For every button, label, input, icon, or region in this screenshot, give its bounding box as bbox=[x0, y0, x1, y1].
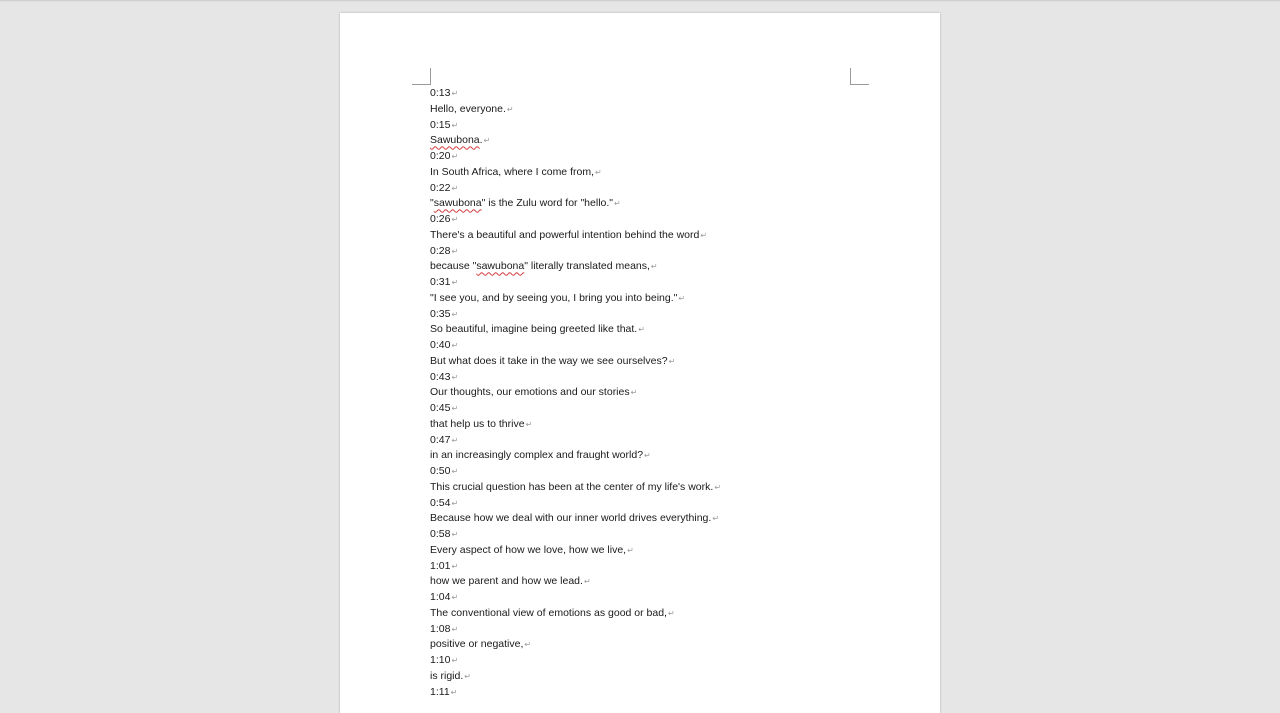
margin-corner-mark-right bbox=[850, 68, 869, 85]
text-line[interactable] bbox=[430, 212, 890, 228]
paragraph-mark-icon: ↵ bbox=[525, 419, 533, 429]
paragraph-mark-icon: ↵ bbox=[700, 230, 708, 240]
line-text: 0:47 bbox=[430, 433, 451, 446]
line-text: 1:11 bbox=[430, 685, 450, 698]
line-text: positive or negative, bbox=[430, 638, 524, 651]
line-text: 0:35 bbox=[430, 307, 451, 320]
spellcheck-flagged-word[interactable]: sawubona bbox=[433, 197, 482, 210]
paragraph-mark-icon: ↵ bbox=[451, 467, 459, 476]
line-text: 0:43 bbox=[430, 370, 451, 383]
text-line[interactable] bbox=[430, 622, 890, 638]
text-line[interactable] bbox=[430, 307, 890, 323]
line-text: But what does it take in the way we see ourselves? bbox=[430, 354, 668, 367]
text-line[interactable] bbox=[430, 496, 890, 512]
paragraph-mark-icon: ↵ bbox=[650, 262, 658, 272]
text-line[interactable] bbox=[430, 448, 890, 464]
document-page[interactable] bbox=[340, 13, 940, 713]
paragraph-mark-icon: ↵ bbox=[451, 656, 459, 665]
paragraph-mark-icon: ↵ bbox=[451, 278, 459, 287]
spellcheck-flagged-word[interactable]: sawubona bbox=[476, 260, 525, 273]
line-text: 0:15 bbox=[430, 118, 451, 131]
text-line[interactable] bbox=[430, 669, 890, 685]
paragraph-mark-icon: ↵ bbox=[451, 89, 459, 98]
text-line[interactable] bbox=[430, 574, 890, 590]
paragraph-mark-icon: ↵ bbox=[483, 136, 491, 146]
paragraph-mark-icon: ↵ bbox=[451, 246, 459, 256]
spellcheck-flagged-word[interactable]: Sawubona bbox=[430, 134, 480, 147]
line-text: 0:54 bbox=[430, 496, 451, 509]
text-line[interactable] bbox=[430, 385, 890, 401]
text-line[interactable] bbox=[430, 149, 890, 165]
text-line[interactable] bbox=[430, 590, 890, 606]
line-text: 0:28 bbox=[430, 244, 451, 257]
paragraph-mark-icon: ↵ bbox=[451, 309, 459, 319]
line-text: "I see you, and by seeing you, I bring you into being." bbox=[430, 291, 678, 304]
paragraph-mark-icon: ↵ bbox=[667, 608, 675, 618]
paragraph-mark-icon: ↵ bbox=[451, 120, 459, 130]
paragraph-mark-icon: ↵ bbox=[451, 372, 459, 382]
line-text: 0:26 bbox=[430, 213, 451, 225]
line-text: 1:04 bbox=[430, 591, 451, 603]
paragraph-mark-icon: ↵ bbox=[614, 199, 621, 209]
text-line[interactable] bbox=[430, 322, 890, 338]
text-line[interactable] bbox=[430, 228, 890, 244]
line-text: " bbox=[430, 197, 434, 210]
paragraph-mark-icon: ↵ bbox=[583, 577, 591, 587]
line-text: Hello, everyone. bbox=[430, 102, 506, 115]
text-line[interactable] bbox=[430, 527, 890, 543]
line-text: Because how we deal with our inner world drives everything. bbox=[430, 512, 712, 525]
paragraph-mark-icon: ↵ bbox=[451, 404, 459, 413]
paragraph-mark-icon: ↵ bbox=[464, 671, 471, 681]
text-line[interactable] bbox=[430, 653, 890, 669]
paragraph-mark-icon: ↵ bbox=[644, 451, 651, 461]
line-text: in an increasingly complex and fraught world? bbox=[430, 449, 644, 462]
line-text: Every aspect of how we love, how we live, bbox=[430, 543, 627, 556]
text-line[interactable] bbox=[430, 86, 890, 102]
line-text: 1:10 bbox=[430, 654, 451, 666]
text-line[interactable] bbox=[430, 181, 890, 197]
line-text-tail: " literally translated means, bbox=[524, 260, 650, 273]
paragraph-mark-icon: ↵ bbox=[630, 388, 638, 398]
margin-corner-mark-left bbox=[412, 68, 431, 85]
text-line[interactable] bbox=[430, 401, 890, 417]
text-line[interactable] bbox=[430, 244, 890, 260]
toolbar-shadow bbox=[0, 0, 1280, 2]
text-line[interactable] bbox=[430, 606, 890, 622]
paragraph-mark-icon: ↵ bbox=[451, 561, 459, 571]
text-line[interactable] bbox=[430, 259, 890, 275]
line-text: 1:01 bbox=[430, 559, 451, 572]
text-line[interactable] bbox=[430, 559, 890, 575]
paragraph-mark-icon: ↵ bbox=[668, 356, 676, 366]
text-line[interactable] bbox=[430, 543, 890, 559]
text-line[interactable] bbox=[430, 102, 890, 118]
text-line[interactable] bbox=[430, 637, 890, 653]
text-line[interactable] bbox=[430, 196, 890, 212]
paragraph-mark-icon: ↵ bbox=[627, 545, 634, 555]
paragraph-mark-icon: ↵ bbox=[451, 498, 459, 508]
paragraph-mark-icon: ↵ bbox=[678, 293, 686, 303]
text-line[interactable] bbox=[430, 338, 890, 354]
line-text: 0:40 bbox=[430, 339, 451, 351]
text-line[interactable] bbox=[430, 480, 890, 496]
text-line[interactable] bbox=[430, 354, 890, 370]
document-body[interactable] bbox=[430, 86, 890, 700]
paragraph-mark-icon: ↵ bbox=[506, 104, 514, 114]
text-line[interactable] bbox=[430, 685, 890, 701]
text-line[interactable] bbox=[430, 417, 890, 433]
paragraph-mark-icon: ↵ bbox=[712, 514, 720, 524]
line-text: Our thoughts, our emotions and our stories bbox=[430, 386, 630, 399]
line-text: 0:45 bbox=[430, 402, 451, 414]
paragraph-mark-icon: ↵ bbox=[451, 435, 459, 445]
text-line[interactable] bbox=[430, 511, 890, 527]
paragraph-mark-icon: ↵ bbox=[451, 341, 459, 350]
line-text: The conventional view of emotions as good or bad, bbox=[430, 606, 667, 619]
line-text: because " bbox=[430, 260, 477, 273]
line-text: that help us to thrive bbox=[430, 417, 525, 430]
paragraph-mark-icon: ↵ bbox=[451, 624, 459, 634]
paragraph-mark-icon: ↵ bbox=[451, 152, 459, 161]
line-text: 0:31 bbox=[430, 276, 451, 288]
paragraph-mark-icon: ↵ bbox=[450, 687, 458, 697]
line-text: There's a beautiful and powerful intention behind the word bbox=[430, 228, 700, 241]
paragraph-mark-icon: ↵ bbox=[595, 167, 602, 177]
line-text: is rigid. bbox=[430, 669, 464, 682]
text-line[interactable] bbox=[430, 370, 890, 386]
text-line[interactable] bbox=[430, 165, 890, 181]
text-line[interactable] bbox=[430, 464, 890, 480]
line-text: 0:58 bbox=[430, 528, 451, 540]
text-line[interactable] bbox=[430, 433, 890, 449]
paragraph-mark-icon: ↵ bbox=[451, 183, 459, 193]
line-text: 0:50 bbox=[430, 465, 451, 477]
paragraph-mark-icon: ↵ bbox=[451, 593, 459, 602]
text-line[interactable] bbox=[430, 275, 890, 291]
text-line[interactable] bbox=[430, 118, 890, 134]
line-text: 1:08 bbox=[430, 622, 451, 635]
line-text: 0:13 bbox=[430, 87, 451, 99]
paragraph-mark-icon: ↵ bbox=[451, 530, 459, 539]
paragraph-mark-icon: ↵ bbox=[714, 482, 722, 492]
paragraph-mark-icon: ↵ bbox=[451, 215, 459, 224]
line-text: 0:20 bbox=[430, 150, 451, 162]
line-text-tail: " is the Zulu word for "hello." bbox=[481, 197, 614, 210]
line-text: 0:22 bbox=[430, 181, 451, 194]
line-text: In South Africa, where I come from, bbox=[430, 165, 594, 178]
paragraph-mark-icon: ↵ bbox=[638, 325, 645, 335]
line-text-tail: . bbox=[479, 134, 483, 147]
line-text: how we parent and how we lead. bbox=[430, 575, 583, 588]
line-text: This crucial question has been at the center of my life's work. bbox=[430, 480, 714, 493]
line-text: So beautiful, imagine being greeted like that. bbox=[430, 323, 638, 336]
text-line[interactable] bbox=[430, 133, 890, 149]
paragraph-mark-icon: ↵ bbox=[524, 640, 532, 650]
text-line[interactable] bbox=[430, 291, 890, 307]
